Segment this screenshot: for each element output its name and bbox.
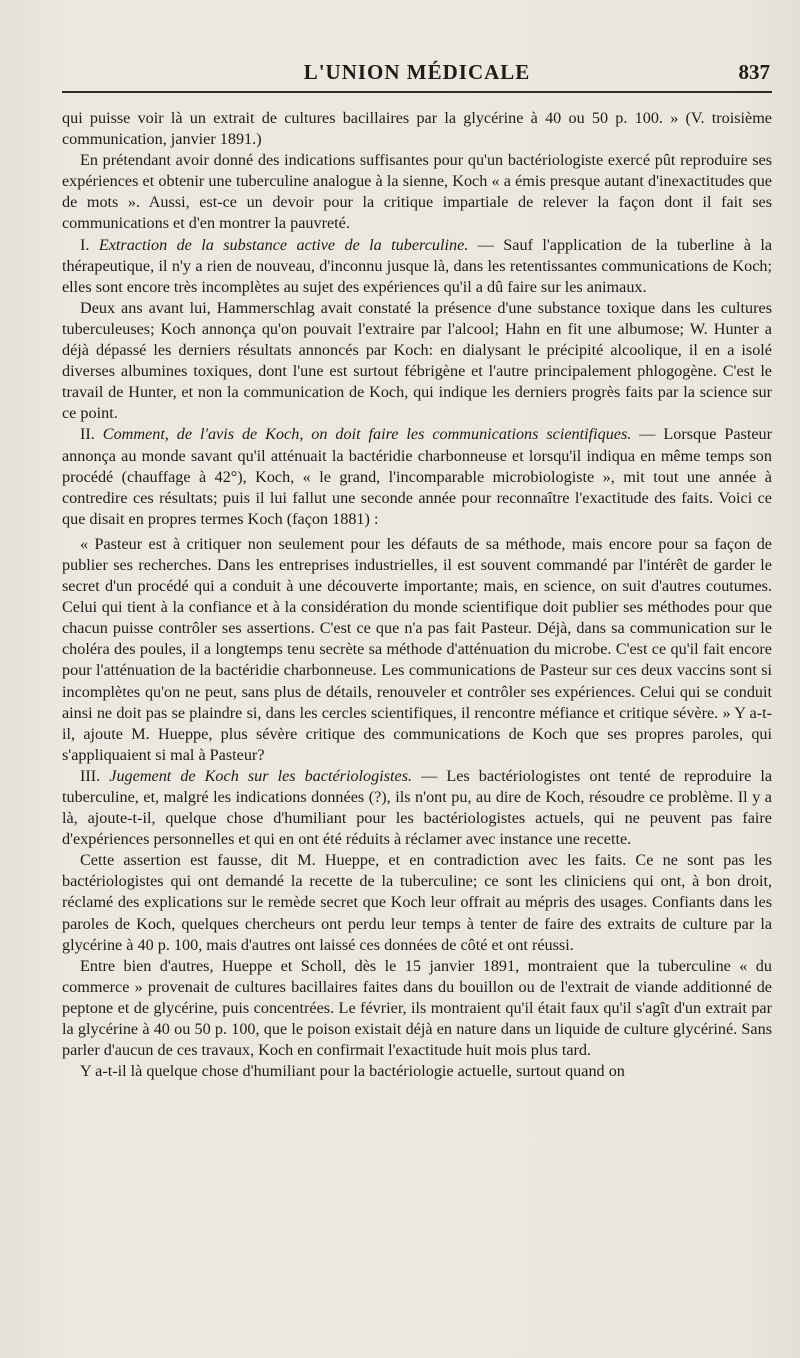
paragraph-text: Entre bien d'autres, Hueppe et Scholl, dès le 15 janvier 1891, montraient que la tuberculine « du commerce » provenait de cultures bacillaires faites dans du bouillon ou de l'extrait de viande additionné de peptone et de glycérine, puis concentrées. Le février, ils montraient qu'il était faux qu'il s'agît d'un extrait par la glycérine à 40 ou 50 p. 100, que le poison existait déjà en nature dans un liquide de culture glycériné. Sans parler d'aucun de ces travaux, Koch en confirmait l'exactitude huit mois plus tard. [62,956,772,1060]
paragraph-text: qui puisse voir là un extrait de cultures bacillaires par la glycérine à 40 ou 50 p. 100. » (V. troisième communication, janvier 1891.) [62,109,772,149]
paragraph-text: En prétendant avoir donné des indications suffisantes pour qu'un bactériologiste exercé pût reproduire ses expériences et obtenir une tuberculine analogue à la sienne, Koch « a émis presque autant d'inexactitudes que de mots ». Aussi, est-ce un devoir pour la critique impartiale de relever la façon dont il fait ses communications et d'en montrer la pauvreté. [62,151,772,233]
section-heading: Jugement de Koch sur les bactériologistes. [109,766,413,785]
paragraph-text: Cette assertion est fausse, dit M. Hueppe, et en contradiction avec les faits. Ce ne sont pas les bactériologistes qui ont demandé la recette de la tuberculine; ce sont les cliniciens qui ont, à bon droit, réclamé des explications sur le remède secret que Koch leur offrait au mépris des usages. Confiants dans les paroles de Koch, quelques chercheurs ont perdu leur temps à tenter de faire des extraits de culture par la glycérine à 40 p. 100, mais d'autres ont laissé ces données de côté et ont réussi. [62,851,772,954]
article-body [62,108,772,1082]
section-i [62,235,772,298]
section-number: I. [80,235,90,254]
paragraph-4 [62,298,772,425]
page-number: 837 [738,60,770,84]
section-heading: Comment, de l'avis de Koch, on doit faire les communications scientifiques. [102,425,632,444]
paragraph-text: — Lorsque Pasteur annonça au monde savant qu'il atténuait la bactéridie charbonneuse et lorsqu'il indiqua en même temps son procédé (chauffage à 42°), Koch, « le grand, l'incomparable microbiologiste », mit tout une année à contredire ces résultats; puis il lui fallut une seconde année pour reconnaître l'exactitude des faits. Voici ce que disait en propres termes Koch (façon 1881) : [62,425,773,528]
section-heading: Extraction de la substance active de la tuberculine. [98,235,469,254]
quotation-text: « Pasteur est à critiquer non seulement pour les défauts de sa méthode, mais encore pour sa façon de publier ses recherches. Dans les entreprises industrielles, il est souvent commandé par l'intérêt de garder le secret d'un procédé qui a conduit à une découverte importante; mais, en science, on suit d'autres coutumes. Celui qui tient à la confiance et à la considération du monde scientifique doit publier ses méthodes pour que chacun puisse contrôler ses assertions. C'est ce que n'a pas fait Pasteur. Déjà, dans sa communication sur le choléra des poules, il a longtemps tenu secrète sa méthode d'atténuation du microbe. C'est ce qu'il fait encore pour l'atténuation de la bactéridie charbonneuse. Les communications de Pasteur sur ces deux vaccins sont si incomplètes qu'on ne peut, sans plus de détails, renouveler et contrôler ses expériences. Celui qui se conduit ainsi ne doit pas se plaindre si, dans les cercles scientifiques, il rencontre méfiance et critique sévère. » Y a-t-il, ajoute M. Hueppe, plus sévère critique des communications de Koch que ses propres paroles, qui s'appliquaient si mal à Pasteur? [62,534,772,764]
header-rule [62,91,772,93]
section-number: III. [80,766,101,785]
paragraph-10 [62,1061,772,1082]
paragraph-8 [62,850,772,955]
paragraph-2 [62,150,772,234]
koch-quotation [62,534,772,766]
page-header [62,0,772,84]
running-title: L'UNION MÉDICALE [303,60,531,84]
paragraph-1 [62,108,772,150]
paragraph-text: — Sauf l'application de la tuberline à la thérapeutique, il n'y a rien de nouveau, d'inconnu jusque là, dans les retentissantes communications de Koch; elles sont encore très incomplètes au sujet des expériences qu'il a dû faire sur les animaux. [62,235,773,296]
section-ii [62,424,772,529]
paragraph-9 [62,956,772,1061]
section-iii [62,766,772,850]
section-number: II. [80,425,95,444]
paragraph-text: Deux ans avant lui, Hammerschlag avait constaté la présence d'une substance toxique dans les cultures tuberculeuses; Koch annonça qu'on pouvait l'extraire par l'alcool; Hahn en fit une albumose; W. Hunter a déjà dépassé les derniers résultats annoncés par Koch: en dialysant le précipité alcoolique, il en a isolé diverses albumines toxiques, dont l'une est surtout fébrigène et l'autre principalement phlogogène. C'est le travail de Hunter, et non la communication de Koch, qui indique les derniers progrès faits par la science sur ce point. [62,298,772,423]
paragraph-text: — Les bactériologistes ont tenté de reproduire la tuberculine, et, malgré les indications données (?), ils n'ont pu, au dire de Koch, résoudre ce problème. Il y a là, ajoute-t-il, quelque chose d'humiliant pour les bactériologistes actuels, qui ne peuvent pas faire d'expériences personnelles et qui en ont été réduits à réclamer avec instance une recette. [62,766,773,849]
paragraph-text: Y a-t-il là quelque chose d'humiliant pour la bactériologie actuelle, surtout quand on [80,1062,625,1081]
